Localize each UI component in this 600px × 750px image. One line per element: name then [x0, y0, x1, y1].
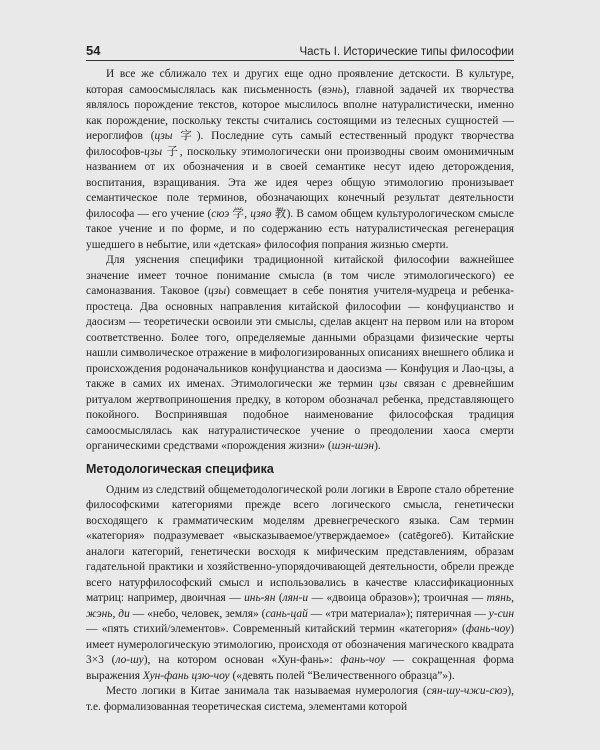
italic-term: фань-чоу: [340, 654, 385, 666]
italic-term: ло-шу: [115, 654, 144, 666]
italic-term: тянь, жэнь, ди: [86, 592, 514, 620]
italic-term: цзяо: [250, 207, 272, 220]
italic-term: сань-цай: [265, 607, 308, 620]
italic-term: инь-ян: [244, 592, 276, 604]
italic-term: сян-шу-чжи-сюэ: [426, 685, 508, 697]
running-header: [86, 40, 514, 58]
text-run: ) имеет нумерологическую этимологию, происходя от обозначения магического квадрата 3×3 (: [86, 623, 514, 666]
text-run: — сокращенная форма выражения: [86, 654, 514, 682]
italic-term: цзы: [154, 130, 173, 142]
italic-term: вэнь: [321, 83, 343, 96]
italic-term: сюэ: [211, 207, 230, 220]
text-run: И все же сближало тех и других еще одно проявление детскости. В культуре, которая самоосмыслялась как письменность (: [86, 68, 514, 96]
text-run: 教). В самом общем культурологическом смысле такое учение и по форме, и по содержанию есть натуралистическая регенерация ушедшего в небытие, или «детская» философия попрания жизнью смерти.: [86, 207, 514, 251]
text-run: («девять полей “Величественного образца”»).: [229, 669, 455, 682]
text-run: — «три материала»); пятеричная —: [307, 607, 489, 620]
italic-term: у-син: [488, 607, 515, 620]
text-run: Для уяснения специфики традиционной китайской философии важнейшее значение имеет точное понимание смысла (в том числе этимологического) ее самоназвания. Таковое (: [86, 254, 514, 297]
text-run: ), на котором основан «Хун-фань»:: [143, 654, 341, 666]
paragraph-2: [86, 253, 514, 455]
page-number: 54: [86, 43, 101, 58]
body-text: [86, 67, 514, 715]
italic-term: шэн-шэн: [331, 440, 375, 452]
header-rule: [86, 60, 514, 61]
text-run: ) совмещает в себе понятия учителя-мудреца и ребенка-простеца. Два основных направления китайской философии — конфуцианство и даосизм — теоретически освоили эти смыслы, сделав акцент на первом или на втором соответственно. Более того, определяемые данными образцами физические черты нашли символическое отражение в мифологизированных описаниях внешнего облика и происхождения родоначальников конфуцианства и даосизма — Конфуция и Лао-цзы, а также в самих их именах. Этимологически же термин: [86, 285, 514, 390]
paragraph-4: [86, 684, 514, 715]
italic-term: цзы: [208, 285, 227, 297]
italic-term: цзы: [144, 145, 163, 158]
italic-term: фань-чоу: [465, 623, 511, 635]
section-heading: Методологическая специфика: [86, 461, 274, 476]
text-run: Место логики в Китае занимала так называемая нумерология (: [106, 685, 427, 697]
italic-term: цзы: [379, 378, 398, 390]
text-run: Одним из следствий общеметодологической роли логики в Европе стало обретение философскими категориями прежде всего логического смысла, генетически восходящего к грамматическим моделям древнегреческого языка. Сам термин «категория» подразумевает «высказываемое/утверждаемое» (catēgoreō). Китайские аналоги категорий, генетически восходя к мифическим представлениям, образам гадательной практики и хозяйственно-упорядочивающей деятельности, обрели прежде всего натурфилософский смысл и использовались в качестве классификационных матриц: например, двоичная —: [86, 483, 514, 604]
text-run: связан с древнейшим ритуалом жертвоприношения предку, в котором обозначал ребенка, представляющего покойного. Воспринявшая подобное наименование философская традиция самоосмыслялась как натуралистическое учение о преодолении хаоса смерти органическими средствами «порождения жизни» (: [86, 378, 514, 452]
text-run: ).: [374, 440, 381, 452]
chapter-title: Часть I. Исторические типы философии: [299, 46, 514, 58]
text-run: ), т.е. формализованная теоретическая система, элементами которой: [86, 685, 514, 713]
text-run: — «пять стихий/элементов». Современный китайский термин «категория» (: [86, 623, 466, 635]
italic-term: Хун-фань цзю-чоу: [142, 669, 230, 682]
paragraph-3: [86, 483, 514, 685]
paragraph-1: [86, 67, 514, 253]
text-run: 字). Последние суть самый естественный продукт творчества философов-: [86, 130, 514, 158]
italic-term: лян-и: [282, 592, 309, 604]
text-run: — «небо, человек, земля» (: [129, 607, 266, 620]
text-run: 学,: [229, 207, 251, 220]
text-run: 子, поскольку этимологически они производны своим омонимичным названием от их обозначения и в своей семантике несут идею деторождения, воспитания, взращивания. Эта же идея через общую этимологию пронизывает семантическое поле терминов, обозначающих конечный результат деятельности философа — его учение (: [86, 145, 514, 220]
text-run: ), главной задачей их творчества являлось порождение текстов, которое мыслилось вполне натуралистически, именно как порождение, поскольку тексты считались состоящими из телесных сущностей — иероглифов (: [86, 83, 514, 142]
text-run: (: [275, 592, 283, 604]
text-run: — «двоица образов»); троичная —: [308, 592, 487, 604]
